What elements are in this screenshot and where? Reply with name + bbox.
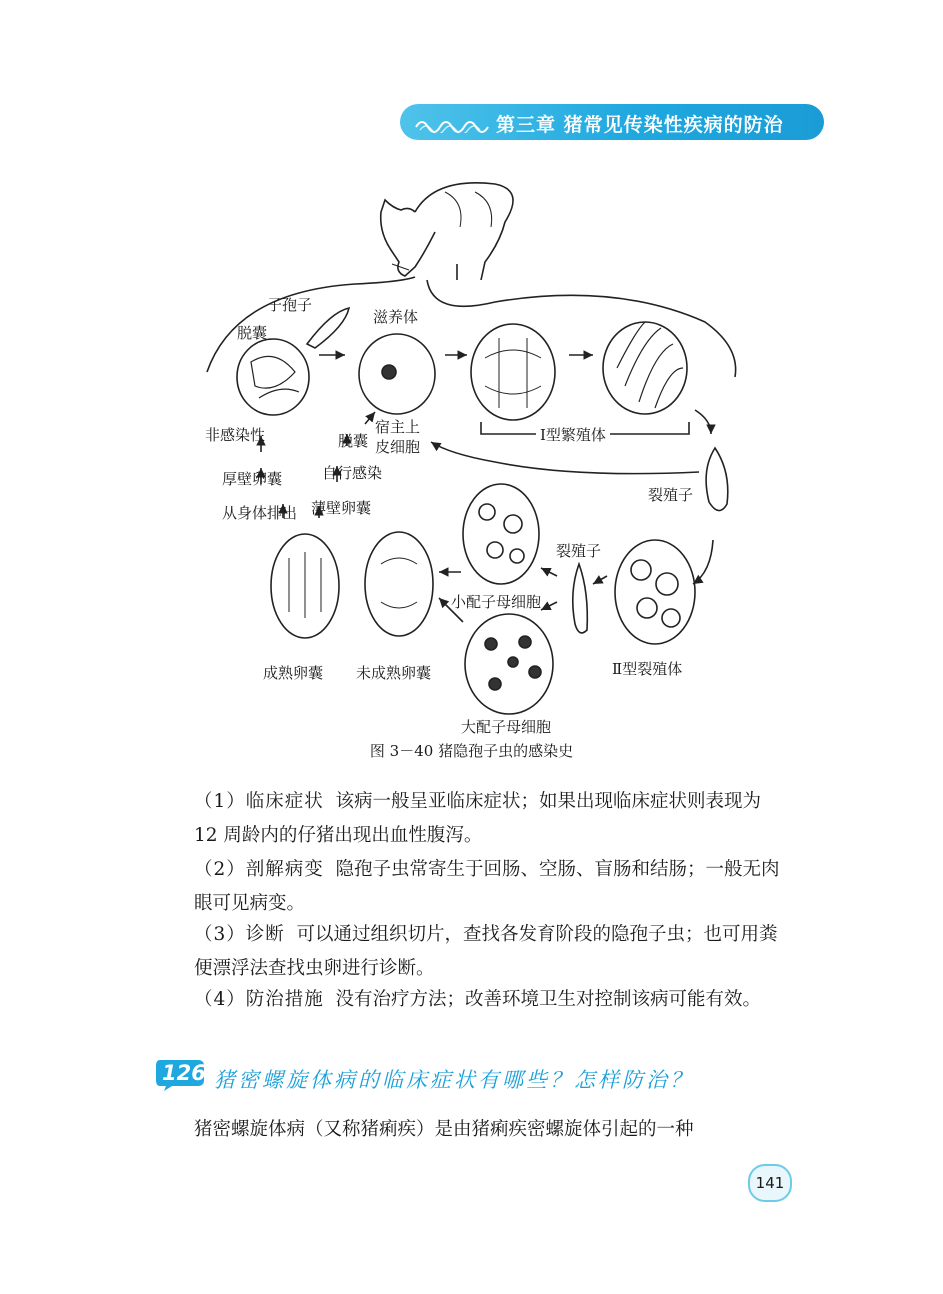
label-thin-oocyst: 薄壁卵囊 xyxy=(311,499,372,517)
figure-caption: 图 3－40 猪隐孢子虫的感染史 xyxy=(369,742,574,760)
label-trophozoite: 滋养体 xyxy=(373,308,419,326)
question-title: 猪密螺旋体病的临床症状有哪些？怎样防治？ xyxy=(214,1068,694,1092)
term-diagnosis: （3）诊断 xyxy=(194,924,285,945)
label-merozoite-1: 裂殖子 xyxy=(648,486,694,504)
paragraph-intro xyxy=(154,1113,790,1147)
paragraph-pathology xyxy=(154,853,790,921)
label-autoinfection: 自行感染 xyxy=(322,464,383,482)
wave-decoration-icon xyxy=(414,113,494,133)
term-pathology: （2）剖解病变 xyxy=(194,859,324,880)
term-prevention: （4）防治措施 xyxy=(194,989,324,1010)
label-excystation: 脱囊 xyxy=(237,324,268,342)
label-mature-oocyst: 成熟卵囊 xyxy=(263,664,324,682)
paragraph-diagnosis xyxy=(154,918,790,986)
label-excystation-2: 脱囊 xyxy=(338,432,369,450)
text-diagnosis: 可以通过组织切片，查找各发育阶段的隐孢子虫；也可用粪便漂浮法查找虫卵进行诊断。 xyxy=(194,924,778,979)
label-merozoite-2: 裂殖子 xyxy=(556,542,602,560)
label-macrogamont: 大配子母细胞 xyxy=(461,718,552,736)
pig-drawing xyxy=(381,183,513,280)
label-non-infective: 非感染性 xyxy=(205,426,266,444)
paragraph-prevention xyxy=(154,983,790,1017)
term-clinical-signs: （1）临床症状 xyxy=(194,791,324,812)
label-type1-meront: Ⅰ型繁殖体 xyxy=(536,424,610,445)
label-host-cell-1: 宿主上 xyxy=(375,418,421,436)
label-sporozoite: 子孢子 xyxy=(267,296,313,314)
text-intro: 猪密螺旋体病（又称猪痢疾）是由猪痢疾密螺旋体引起的一种 xyxy=(194,1119,694,1140)
question-number-badge xyxy=(154,1058,206,1092)
label-host-cell-2: 皮细胞 xyxy=(375,438,421,456)
label-thick-oocyst: 厚壁卵囊 xyxy=(222,470,283,488)
text-prevention: 没有治疗方法；改善环境卫生对控制该病可能有效。 xyxy=(335,989,762,1010)
text-pathology: 隐孢子虫常寄生于回肠、空肠、盲肠和结肠；一般无肉眼可见病变。 xyxy=(194,859,780,914)
paragraph-clinical-signs xyxy=(154,785,790,853)
question-number: 126 xyxy=(162,1061,206,1085)
chapter-title: 第三章 猪常见传染性疾病的防治 xyxy=(496,114,784,136)
page-number: 141 xyxy=(748,1164,792,1202)
text-clinical-signs: 该病一般呈亚临床症状；如果出现临床症状则表现为 12 周龄内的仔猪出现出血性腹泻。 xyxy=(194,791,762,846)
label-excreted: 从身体排出 xyxy=(222,504,298,522)
label-immature-oocyst: 未成熟卵囊 xyxy=(356,664,432,682)
label-microgamont: 小配子母细胞 xyxy=(451,593,542,611)
label-type2-meront: Ⅱ型裂殖体 xyxy=(612,660,683,678)
life-cycle-illustration xyxy=(195,172,755,732)
chapter-header xyxy=(400,104,824,140)
